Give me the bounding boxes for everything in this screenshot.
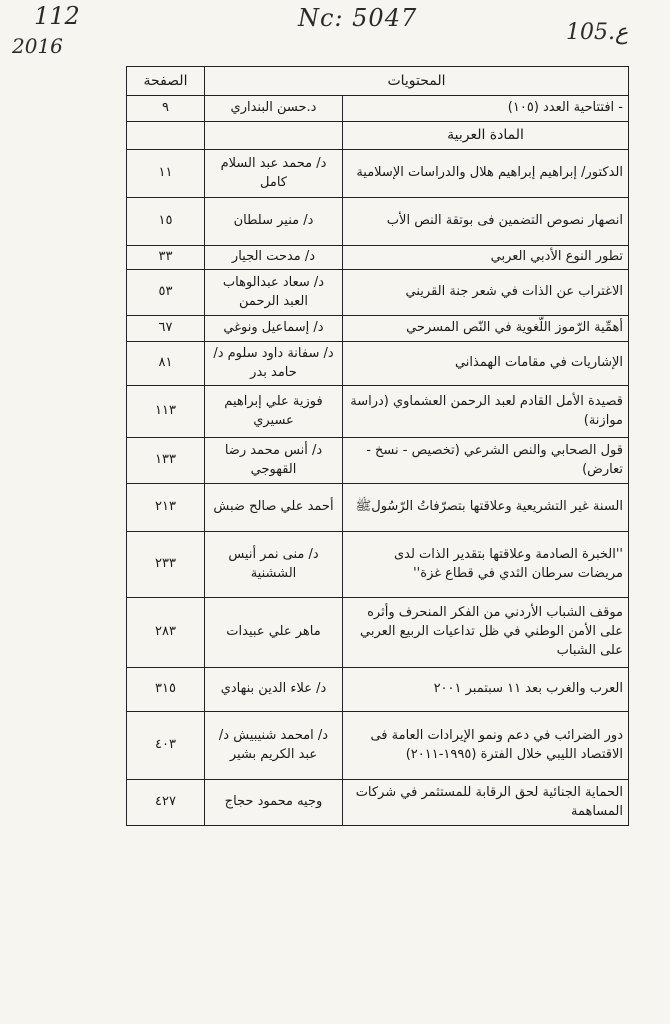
table-row: [127, 532, 629, 598]
table-row: [127, 598, 629, 668]
article-page: ٢٨٣: [127, 598, 205, 668]
table-row: [127, 198, 629, 246]
article-page: ٢١٣: [127, 484, 205, 532]
article-author: أحمد علي صالح ضبش: [205, 484, 343, 532]
empty-cell: [205, 122, 343, 150]
article-page: ٢٣٣: [127, 532, 205, 598]
article-title: السنة غير التشريعية وعلاقتها بتصرّفاتُ الرّسُولﷺ: [343, 484, 629, 532]
article-title: الإشاريات في مقامات الهمذاني: [343, 342, 629, 386]
opening-row: [127, 96, 629, 122]
article-title: الاغتراب عن الذات في شعر جنة القريني: [343, 270, 629, 316]
opening-page: ٩: [127, 96, 205, 122]
opening-title: - افتتاحية العدد (١٠٥): [343, 96, 629, 122]
table-row: [127, 316, 629, 342]
article-author: د/ علاء الدين بنهادي: [205, 668, 343, 712]
article-page: ٤٠٣: [127, 712, 205, 780]
handwritten-catalog-number: Nc: 5047: [298, 4, 418, 32]
page-header: الصفحة: [127, 67, 205, 96]
table-row: [127, 780, 629, 826]
table-row: [127, 484, 629, 532]
article-title: موقف الشباب الأردني من الفكر المنحرف وأثره على الأمن الوطني في ظل تداعيات الربيع العربي على الشباب: [343, 598, 629, 668]
article-page: ٤٢٧: [127, 780, 205, 826]
article-title: الدكتور/ إبراهيم إبراهيم هلال والدراسات الإسلامية: [343, 150, 629, 198]
article-page: ٥٣: [127, 270, 205, 316]
article-author: د/ سفانة داود سلوم د/ حامد بدر: [205, 342, 343, 386]
article-page: ٣١٥: [127, 668, 205, 712]
article-title: دور الضرائب في دعم ونمو الإيرادات العامة فى الاقتصاد الليبي خلال الفترة (١٩٩٥-٢٠١١): [343, 712, 629, 780]
article-page: ١٣٣: [127, 438, 205, 484]
table-row: [127, 438, 629, 484]
contents-header: المحتويات: [205, 67, 629, 96]
article-author: د/ سعاد عبدالوهاب العبد الرحمن: [205, 270, 343, 316]
article-author: د/ منى نمر أنيس الششنية: [205, 532, 343, 598]
table-row: [127, 270, 629, 316]
article-title: الحماية الجنائية لحق الرقابة للمستثمر في شركات المساهمة: [343, 780, 629, 826]
article-author: فوزية علي إبراهيم عسيري: [205, 386, 343, 438]
section-row: [127, 122, 629, 150]
handwritten-issue-number: 105.ع: [566, 20, 629, 45]
article-author: د/ منير سلطان: [205, 198, 343, 246]
article-author: ماهر علي عبيدات: [205, 598, 343, 668]
article-page: ١١: [127, 150, 205, 198]
handwritten-number: 112: [34, 2, 80, 30]
article-title: العرب والغرب بعد ١١ سبتمبر ٢٠٠١: [343, 668, 629, 712]
article-title: انصهار نصوص التضمين فى بوتقة النص الأب: [343, 198, 629, 246]
article-author: د/ محمد عبد السلام كامل: [205, 150, 343, 198]
table-row: [127, 386, 629, 438]
table-row: [127, 246, 629, 270]
handwritten-year: 2016: [12, 34, 63, 58]
article-page: ١٥: [127, 198, 205, 246]
table-row: [127, 668, 629, 712]
section-heading: المادة العربية: [343, 122, 629, 150]
article-author: د/ مدحت الجيار: [205, 246, 343, 270]
table-row: [127, 150, 629, 198]
article-page: ٨١: [127, 342, 205, 386]
article-title: تطور النوع الأدبي العربي: [343, 246, 629, 270]
article-title: أهمِّية الرّموز اللّغوية في النّص المسرحي: [343, 316, 629, 342]
article-author: د/ أنس محمد رضا القهوجي: [205, 438, 343, 484]
article-title: قول الصحابي والنص الشرعي (تخصيص - نسخ - تعارض): [343, 438, 629, 484]
contents-table: [126, 66, 629, 826]
article-page: ١١٣: [127, 386, 205, 438]
table-header-row: [127, 67, 629, 96]
opening-author: د.حسن البنداري: [205, 96, 343, 122]
article-title: قصيدة الأمل القادم لعبد الرحمن العشماوي (دراسة موازنة): [343, 386, 629, 438]
article-page: ٣٣: [127, 246, 205, 270]
article-title: ''الخبرة الصادمة وعلاقتها بتقدير الذات لدى مريضات سرطان الثدي في قطاع غزة'': [343, 532, 629, 598]
table-row: [127, 342, 629, 386]
article-author: د/ امحمد شنيبيش د/عبد الكريم بشير: [205, 712, 343, 780]
empty-cell: [127, 122, 205, 150]
article-page: ٦٧: [127, 316, 205, 342]
article-author: وجيه محمود حجاج: [205, 780, 343, 826]
article-author: د/ إسماعيل ونوغي: [205, 316, 343, 342]
table-row: [127, 712, 629, 780]
